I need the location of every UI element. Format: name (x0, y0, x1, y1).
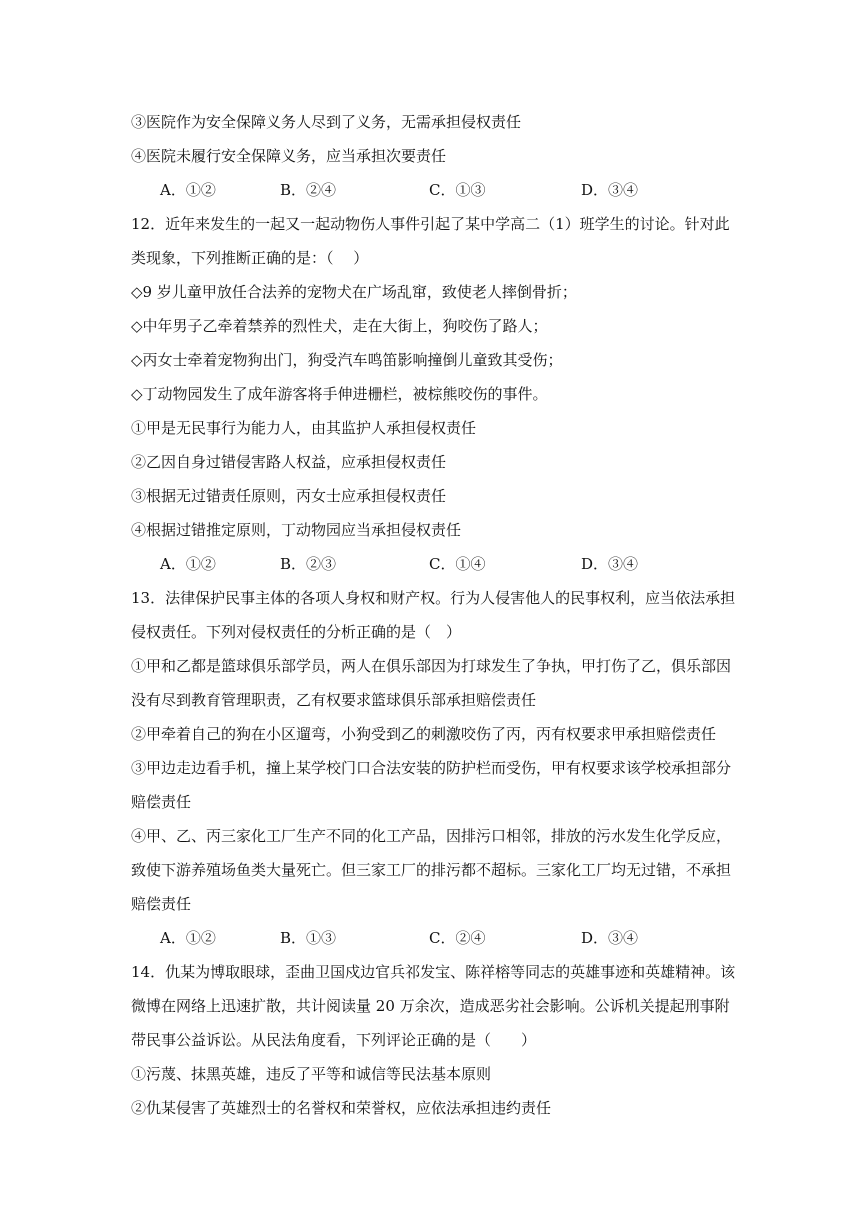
q13-statement-2: ②甲牵着自己的狗在小区遛弯，小狗受到乙的刺激咬伤了丙，丙有权要求甲承担赔偿责任 (131, 725, 717, 743)
choice-c: C．①④ (429, 555, 486, 573)
q12-statement-3: ③根据无过错责任原则，丙女士应承担侵权责任 (131, 487, 447, 505)
choice-c: C．①③ (429, 181, 486, 199)
q12-case-2: ◇中年男子乙牵着禁养的烈性犬，走在大街上，狗咬伤了路人； (131, 317, 548, 335)
q12-stem-line-2: 类现象，下列推断正确的是：（ ） (131, 249, 369, 267)
q13-choices (160, 928, 720, 948)
choice-a: A．①② (160, 181, 216, 199)
q13-statement-1a: ①甲和乙都是篮球俱乐部学员，两人在俱乐部因为打球发生了争执，甲打伤了乙，俱乐部因 (131, 657, 732, 675)
q12-stem-line-1: 12．近年来发生的一起又一起动物伤人事件引起了某中学高二（1）班学生的讨论。针对此 (131, 215, 730, 233)
q11-choices (160, 180, 720, 200)
q14-statement-2: ②仇某侵害了英雄烈士的名誉权和荣誉权，应依法承担违约责任 (131, 1099, 552, 1117)
choice-d: D．③④ (581, 555, 639, 573)
q12-statement-1: ①甲是无民事行为能力人，由其监护人承担侵权责任 (131, 419, 477, 437)
option-statement-3: ③医院作为安全保障义务人尽到了义务，无需承担侵权责任 (131, 113, 522, 131)
q13-stem-line-1: 13．法律保护民事主体的各项人身权和财产权。行为人侵害他人的民事权利，应当依法承担 (131, 589, 736, 607)
q13-statement-3b: 赔偿责任 (131, 793, 192, 811)
q14-stem-line-1: 14．仇某为博取眼球，歪曲卫国戍边官兵祁发宝、陈祥榕等同志的英雄事迹和英雄精神。该 (131, 963, 736, 981)
choice-c: C．②④ (429, 929, 486, 947)
choice-b: B．②④ (280, 181, 337, 199)
choice-d: D．③④ (581, 181, 639, 199)
q12-choices (160, 554, 720, 574)
q12-case-3: ◇丙女士牵着宠物狗出门，狗受汽车鸣笛影响撞倒儿童致其受伤； (131, 351, 563, 369)
choice-d: D．③④ (581, 929, 639, 947)
q14-statement-1: ①污蔑、抹黑英雄，违反了平等和诚信等民法基本原则 (131, 1065, 492, 1083)
q12-statement-2: ②乙因自身过错侵害路人权益，应承担侵权责任 (131, 453, 447, 471)
choice-b: B．②③ (280, 555, 337, 573)
q13-statement-3a: ③甲边走边看手机，撞上某学校门口合法安装的防护栏而受伤，甲有权要求该学校承担部分 (131, 759, 732, 777)
choice-a: A．①② (160, 555, 216, 573)
option-statement-4: ④医院未履行安全保障义务，应当承担次要责任 (131, 147, 447, 165)
q14-stem-line-3: 带民事公益诉讼。从民法角度看，下列评论正确的是（ ） (131, 1031, 537, 1049)
q13-statement-4c: 赔偿责任 (131, 895, 192, 913)
choice-a: A．①② (160, 929, 216, 947)
q13-statement-4b: 致使下游养殖场鱼类大量死亡。但三家工厂的排污都不超标。三家化工厂均无过错，不承担 (131, 861, 732, 879)
q13-statement-1b: 没有尽到教育管理职责，乙有权要求篮球俱乐部承担赔偿责任 (131, 691, 537, 709)
q13-stem-line-2: 侵权责任。下列对侵权责任的分析正确的是（ ） (131, 623, 462, 641)
q12-statement-4: ④根据过错推定原则，丁动物园应当承担侵权责任 (131, 521, 462, 539)
q12-case-1: ◇9 岁儿童甲放任合法养的宠物犬在广场乱窜，致使老人摔倒骨折； (131, 283, 577, 301)
q14-stem-line-2: 微博在网络上迅速扩散，共计阅读量 20 万余次，造成恶劣社会影响。公诉机关提起刑事附 (131, 997, 730, 1015)
q12-case-4: ◇丁动物园发生了成年游客将手伸进栅栏，被棕熊咬伤的事件。 (131, 385, 548, 403)
q13-statement-4a: ④甲、乙、丙三家化工厂生产不同的化工产品，因排污口相邻，排放的污水发生化学反应， (131, 827, 732, 845)
choice-b: B．①③ (280, 929, 337, 947)
